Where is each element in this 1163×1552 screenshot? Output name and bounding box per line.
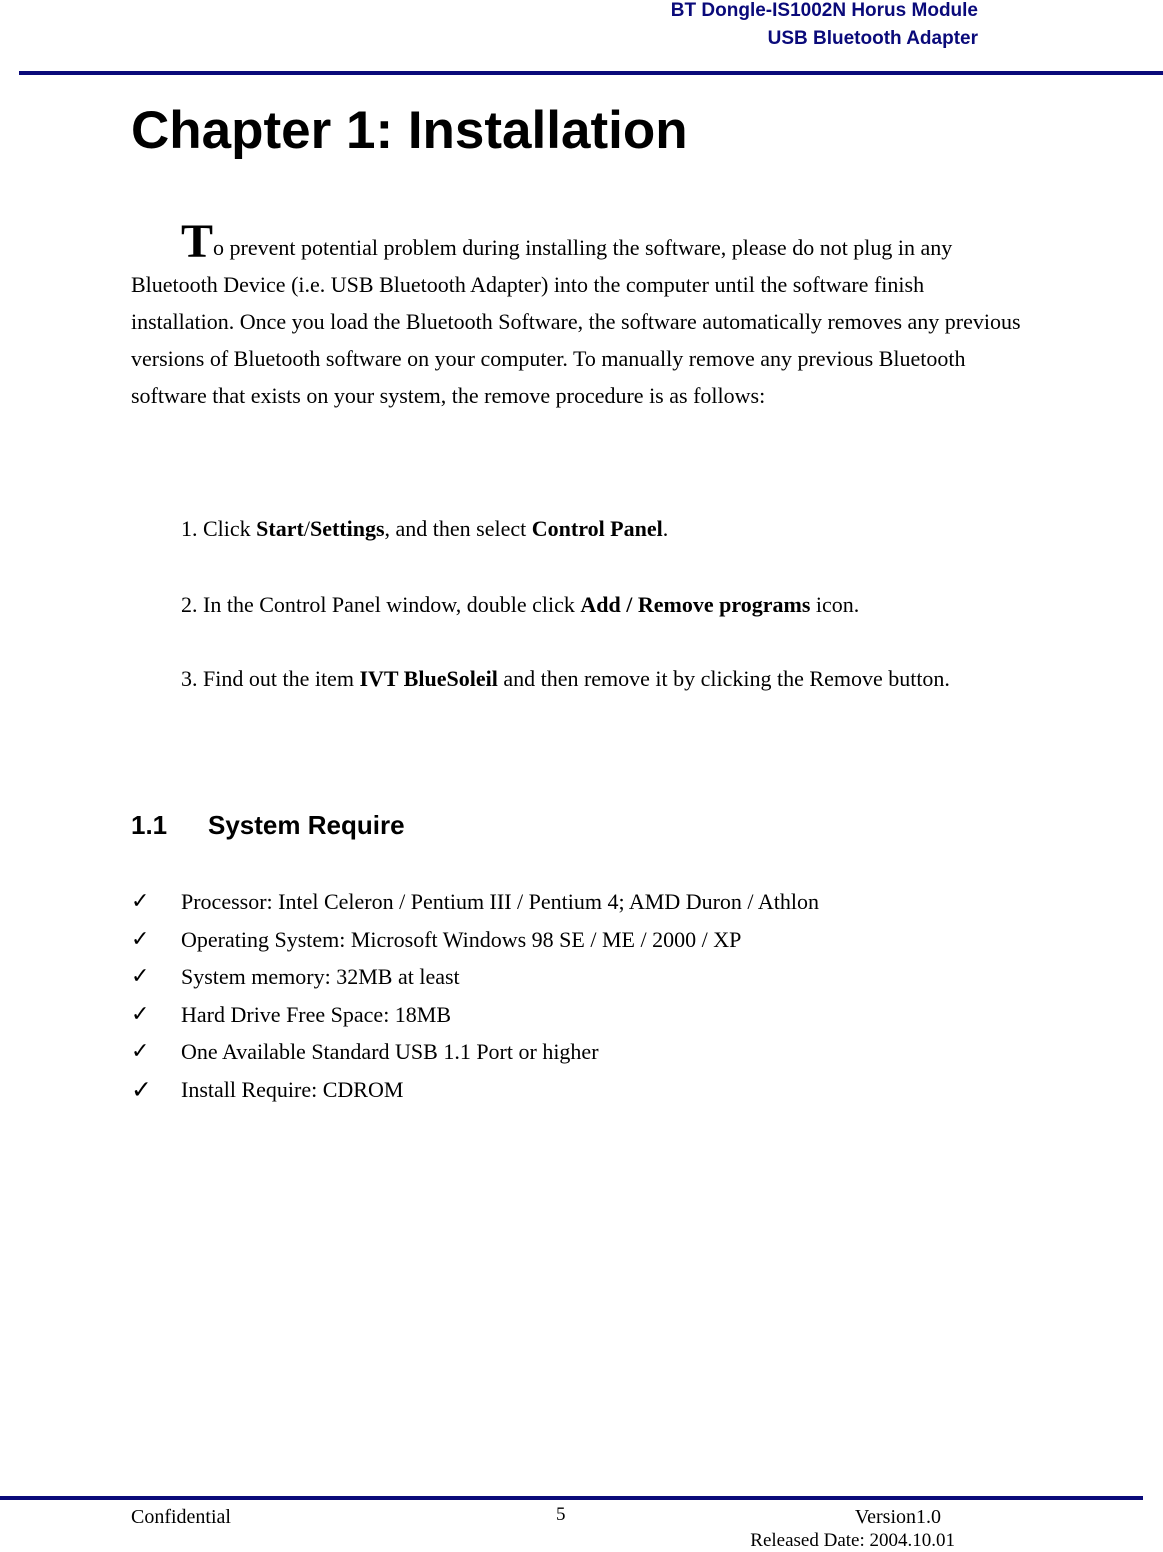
step-1-mid: , and then select xyxy=(384,516,532,541)
checkmark-icon: ✓ xyxy=(131,926,150,952)
footer-confidential: Confidential xyxy=(131,1506,231,1528)
header-product-title: BT Dongle-IS1002N Horus Module xyxy=(670,0,978,21)
requirement-text: System memory: 32MB at least xyxy=(181,964,460,989)
footer-release-date: Released Date: 2004.10.01 xyxy=(750,1530,955,1551)
step-3-bluesoleil: IVT BlueSoleil xyxy=(359,666,498,691)
page-number: 5 xyxy=(556,1504,566,1525)
step-1-settings: Settings xyxy=(309,516,385,541)
step-2-prefix: 2. In the Control Panel window, double click xyxy=(181,592,581,617)
step-2-suffix: icon. xyxy=(810,592,860,617)
step-1-control-panel: Control Panel xyxy=(531,516,663,541)
step-2 xyxy=(181,586,1021,623)
requirement-text: One Available Standard USB 1.1 Port or higher xyxy=(181,1039,599,1064)
step-2-add-remove: Add / Remove programs xyxy=(580,592,811,617)
footer-version: Version1.0 xyxy=(854,1506,941,1528)
chapter-title: Chapter 1: Installation xyxy=(131,101,688,160)
step-1 xyxy=(181,510,1021,547)
step-1-prefix: 1. Click xyxy=(181,516,257,541)
checkmark-icon: ✓ xyxy=(131,889,150,914)
step-1-slash: / xyxy=(303,516,310,541)
checkmark-icon: ✓ xyxy=(131,964,150,989)
header-divider xyxy=(19,71,1163,75)
intro-paragraph xyxy=(131,215,1031,414)
step-3-suffix: and then remove it by clicking the Remove button. xyxy=(497,666,950,691)
intro-text: o prevent potential problem during installing the software, please do not plug in any Bluetooth Device (i.e. USB Bluetooth Adapter) into the computer until the software finish installation. Once you load the Bluetooth Software, the software automatically removes any previous versions of Bluetooth software on your computer. To manually remove any previous Bluetooth software that exists on your system, the remove procedure is as follows: xyxy=(131,235,1021,408)
step-1-suffix: . xyxy=(662,516,669,541)
footer-divider xyxy=(0,1496,1143,1500)
intro-dropcap: T xyxy=(181,215,214,268)
step-3-prefix: 3. Find out the item xyxy=(181,666,360,691)
requirement-text: Processor: Intel Celeron / Pentium III / Pentium 4; AMD Duron / Athlon xyxy=(181,889,819,914)
requirement-text: Operating System: Microsoft Windows 98 SE / ME / 2000 / XP xyxy=(181,926,742,952)
step-3 xyxy=(181,660,1021,697)
checkmark-icon: ✓ xyxy=(131,1001,150,1027)
step-1-start: Start xyxy=(256,516,304,541)
header-product-subtitle: USB Bluetooth Adapter xyxy=(767,28,978,49)
checkmark-icon: ✓ xyxy=(131,1074,152,1104)
requirement-text: Install Require: CDROM xyxy=(181,1076,404,1102)
section-title: System Require xyxy=(208,810,405,840)
requirement-text: Hard Drive Free Space: 18MB xyxy=(181,1001,452,1027)
section-number: 1.1 xyxy=(131,810,168,840)
checkmark-icon: ✓ xyxy=(131,1039,150,1064)
